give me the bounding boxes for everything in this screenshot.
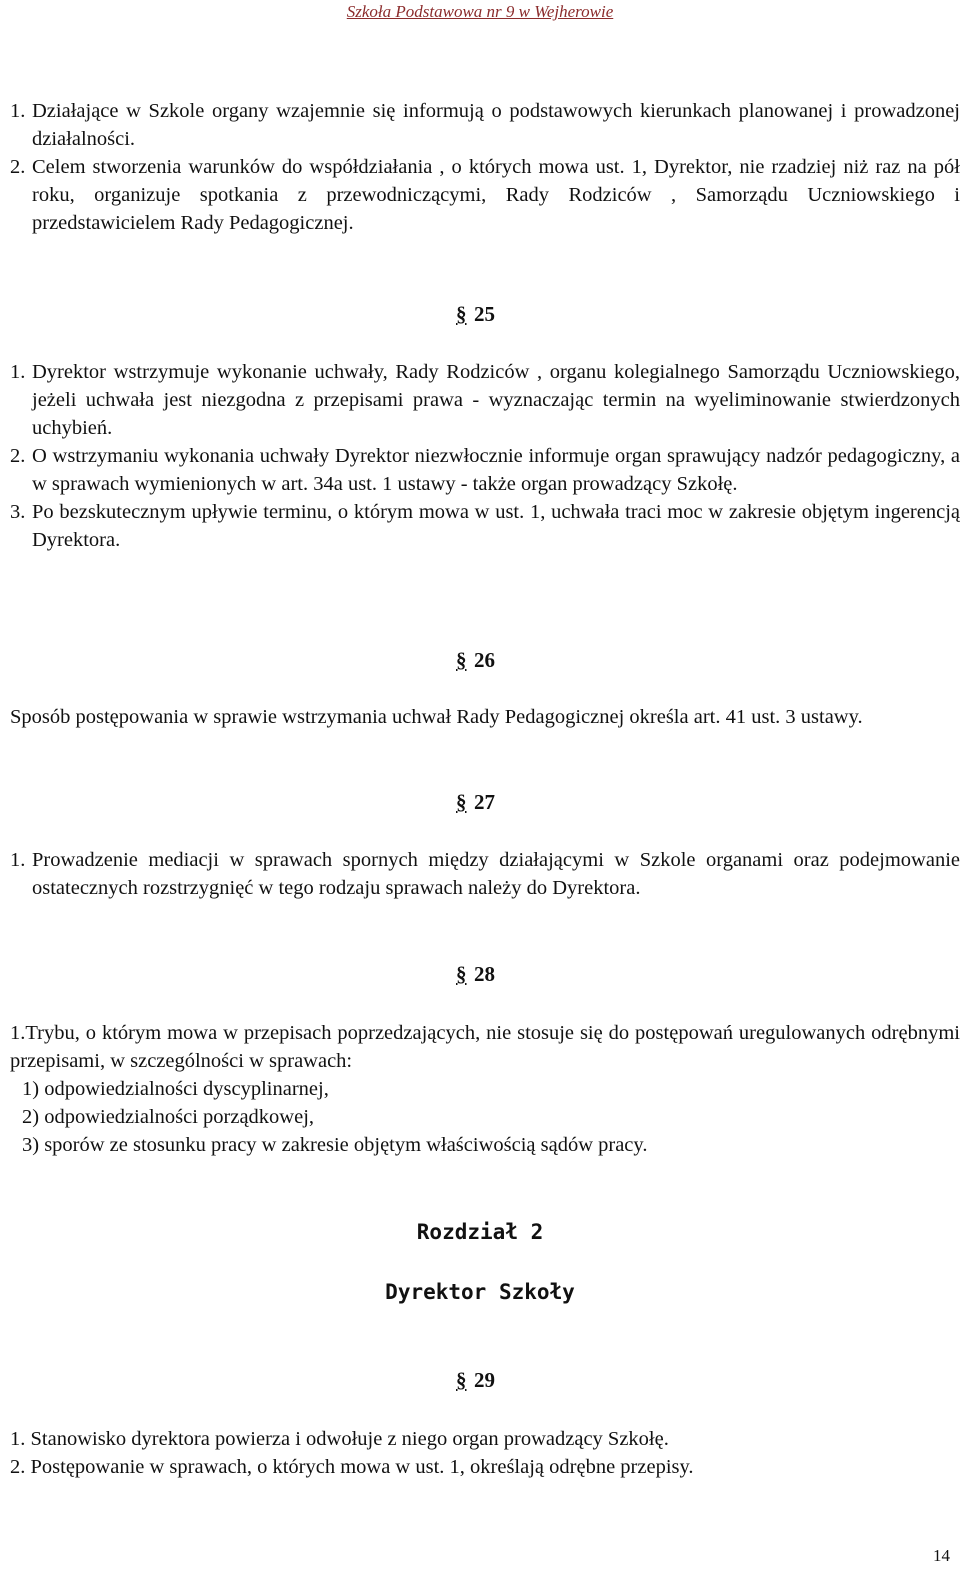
list-item xyxy=(10,846,960,902)
list-item xyxy=(10,498,960,554)
chapter-subtitle: Dyrektor Szkoły xyxy=(385,1280,575,1304)
section-mark: § xyxy=(456,1368,467,1392)
section-29-body xyxy=(10,1425,960,1481)
section-mark: § xyxy=(456,790,467,814)
item-text: Dyrektor wstrzymuje wykonanie uchwały, Rady Rodziców , organu kolegialnego Samorządu Uczniowskiego, jeżeli uchwała jest niezgodna z przepisami prawa - wyznaczając termin na wyeliminowanie stwierdzonych uchybień. xyxy=(32,361,960,439)
item-text: Prowadzenie mediacji w sprawach spornych między działającymi w Szkole organami oraz podejmowanie ostatecznych rozstrzygnięć w tego rodzaju sprawach należy do Dyrektora. xyxy=(32,849,960,899)
section-number: 28 xyxy=(474,962,495,986)
sub-list-item: 3) sporów ze stosunku pracy w zakresie objętym właściwością sądów pracy. xyxy=(22,1134,648,1156)
section-number: 25 xyxy=(474,302,495,326)
page-number: 14 xyxy=(933,1546,950,1565)
header-title: Szkoła Podstawowa nr 9 w Wejherowie xyxy=(346,2,614,21)
item-text: Celem stworzenia warunków do współdziałania , o których mowa ust. 1, Dyrektor, nie rzadziej niż raz na pół roku, organizuje spotkania z przewodniczącymi, Rady Rodziców , Samorządu Uczniowskiego i przedstawicielem Rady Pedagogicznej. xyxy=(32,156,960,234)
sub-list-item: 2) odpowiedzialności porządkowej, xyxy=(22,1106,315,1128)
list-item xyxy=(10,358,960,442)
paragraph-text: 1.Trybu, o którym mowa w przepisach poprzedzających, nie stosuje się do postępowań uregulowanych odrębnymi przepisami, w szczególności w sprawach: xyxy=(10,1022,960,1072)
section-28-body xyxy=(10,1019,960,1159)
section-mark: § xyxy=(456,962,467,986)
item-number: 2. xyxy=(10,156,26,178)
list-item xyxy=(10,153,960,237)
item-number: 2. xyxy=(10,445,26,467)
chapter-title: Rozdział 2 xyxy=(416,1220,544,1244)
section-number: 27 xyxy=(474,790,495,814)
item-number: 1. xyxy=(10,100,26,122)
paragraph-line: 2. Postępowanie w sprawach, o których mowa w ust. 1, określają odrębne przepisy. xyxy=(10,1456,694,1478)
section-24-body xyxy=(10,97,960,237)
item-number: 1. xyxy=(10,849,26,871)
item-text: Działające w Szkole organy wzajemnie się informują o podstawowych kierunkach planowanej i prowadzonej działalności. xyxy=(32,100,960,150)
list-item xyxy=(10,442,960,498)
item-number: 1. xyxy=(10,361,26,383)
sub-list-item: 1) odpowiedzialności dyscyplinarnej, xyxy=(22,1078,329,1100)
section-25-body xyxy=(10,358,960,554)
paragraph-line: 1. Stanowisko dyrektora powierza i odwołuje z niego organ prowadzący Szkołę. xyxy=(10,1428,669,1450)
item-text: Po bezskutecznym upływie terminu, o którym mowa w ust. 1, uchwała traci moc w zakresie objętym ingerencją Dyrektora. xyxy=(32,501,960,551)
item-number: 3. xyxy=(10,501,26,523)
section-number: 26 xyxy=(474,648,495,672)
item-text: O wstrzymaniu wykonania uchwały Dyrektor niezwłocznie informuje organ sprawujący nadzór pedagogiczny, a w sprawach wymienionych w art. 34a ust. 1 ustawy - także organ prowadzący Szkołę. xyxy=(32,445,960,495)
section-26-body xyxy=(10,703,960,731)
section-27-body xyxy=(10,846,960,902)
list-item xyxy=(10,97,960,153)
section-mark: § xyxy=(456,302,467,326)
section-number: 29 xyxy=(474,1368,495,1392)
page-header xyxy=(0,0,960,20)
paragraph-text: Sposób postępowania w sprawie wstrzymania uchwał Rady Pedagogicznej określa art. 41 ust. 3 ustawy. xyxy=(10,706,863,728)
section-mark: § xyxy=(456,648,467,672)
sub-list xyxy=(10,1075,960,1159)
